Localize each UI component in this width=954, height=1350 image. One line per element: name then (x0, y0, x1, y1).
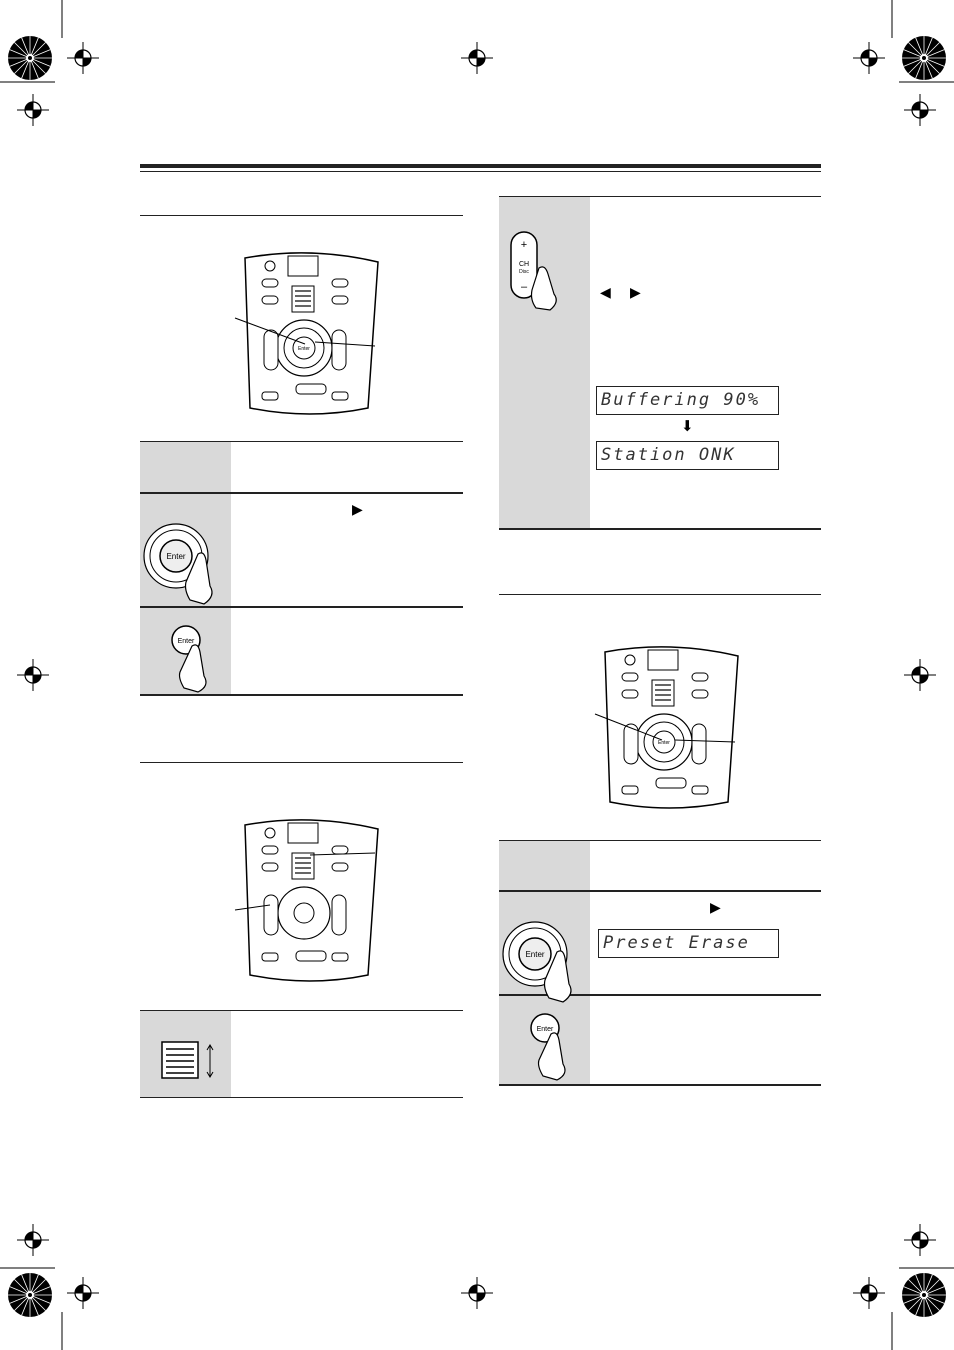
right-arrow-icon: ▶ (630, 284, 641, 300)
scroll-wheel-icon (160, 1040, 230, 1100)
svg-text:–: – (520, 281, 528, 293)
display-preset-erase: Preset Erase (598, 929, 779, 958)
display-buffering: Buffering 90% (596, 386, 779, 415)
crosshair-mark (461, 1277, 493, 1309)
svg-text:Enter: Enter (177, 638, 195, 645)
header-rule-thick (140, 164, 821, 168)
step-1-bg (499, 841, 590, 890)
header-rule-thin (140, 171, 821, 172)
crosshair-mark (17, 659, 49, 691)
enter-button-icon (519, 1006, 609, 1096)
sunburst-bottom-right (902, 1273, 946, 1317)
callout-lines (590, 712, 750, 762)
section-rule (140, 762, 463, 763)
right-arrow-icon: ▶ (352, 501, 363, 517)
enter-ring-icon (499, 912, 589, 1002)
svg-text:Enter: Enter (298, 346, 310, 352)
svg-text:+: + (520, 239, 528, 251)
svg-text:Enter: Enter (166, 552, 186, 561)
svg-text:CH: CH (518, 261, 530, 268)
crosshair-mark (904, 94, 936, 126)
svg-text:Enter: Enter (525, 950, 545, 959)
crosshair-mark (853, 42, 885, 74)
crosshair-mark (904, 1224, 936, 1256)
callout-lines (230, 316, 390, 356)
right-arrow-icon: ▶ (710, 899, 721, 915)
enter-ring-icon (140, 514, 230, 604)
crosshair-mark (853, 1277, 885, 1309)
crosshair-mark (67, 1277, 99, 1309)
left-arrow-icon: ◀ (600, 284, 611, 300)
section-rule (140, 215, 463, 216)
callout-lines (230, 845, 390, 925)
section-rule (499, 594, 821, 595)
crosshair-mark (904, 659, 936, 691)
display-station: Station ONK (596, 441, 779, 470)
crosshair-mark (17, 94, 49, 126)
ch-disc-rocker-icon (505, 228, 585, 318)
sunburst-bottom-left (8, 1273, 52, 1317)
svg-text:Enter: Enter (536, 1026, 554, 1033)
step-1-bg (140, 442, 231, 492)
crosshair-mark (461, 42, 493, 74)
down-arrow-icon: ⬇ (681, 418, 694, 435)
svg-text:Disc: Disc (519, 269, 529, 275)
step-divider (499, 528, 821, 530)
sunburst-top-left (8, 36, 52, 80)
enter-button-icon (160, 618, 250, 708)
crosshair-mark (17, 1224, 49, 1256)
svg-text:Enter: Enter (658, 740, 670, 746)
crosshair-mark (67, 42, 99, 74)
sunburst-top-right (902, 36, 946, 80)
